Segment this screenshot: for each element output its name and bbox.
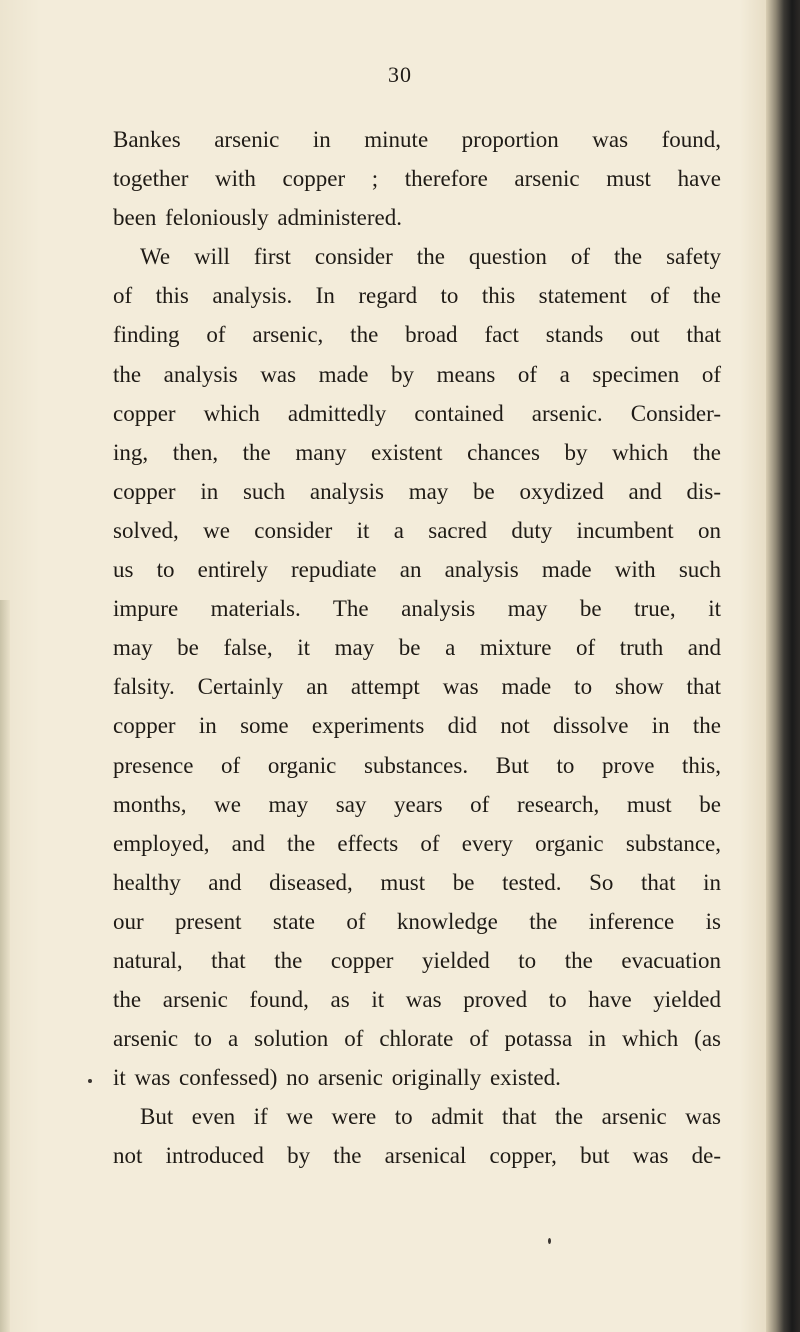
ink-speck — [548, 1238, 551, 1244]
text-line: may be false, it may be a mixture of truth and — [113, 635, 721, 661]
text-line: solved, we consider it a sacred duty incumbent on — [113, 517, 721, 543]
page-gutter-shadow — [0, 600, 10, 1332]
text-line: presence of organic substances. But to prove this, — [113, 752, 721, 778]
text-line: the analysis was made by means of a specimen of — [113, 361, 721, 387]
text-line: copper in some experiments did not dissolve in the — [113, 713, 721, 739]
text-line: arsenic to a solution of chlorate of potassa in which (as — [113, 1026, 721, 1052]
text-line: But even if we were to admit that the arsenic was — [140, 1104, 721, 1130]
text-line: healthy and diseased, must be tested. So that in — [113, 869, 721, 895]
text-line: ing, then, the many existent chances by which the — [113, 439, 721, 465]
text-line: our present state of knowledge the inference is — [113, 908, 721, 934]
text-line: copper in such analysis may be oxydized and dis- — [113, 478, 721, 504]
text-line: been feloniously administered. — [113, 205, 402, 231]
text-line: not introduced by the arsenical copper, but was de- — [113, 1143, 721, 1169]
text-line: Bankes arsenic in minute proportion was found, — [113, 127, 721, 152]
page-number: 30 — [388, 62, 412, 87]
ink-speck — [88, 1079, 92, 1083]
body-text — [113, 120, 721, 1176]
text-line: of this analysis. In regard to this statement of the — [113, 283, 721, 309]
text-line: impure materials. The analysis may be true, it — [113, 596, 721, 622]
book-edge — [766, 0, 800, 1332]
text-line: copper which admittedly contained arsenic. Consider- — [113, 400, 721, 426]
text-line: finding of arsenic, the broad fact stands out that — [113, 322, 721, 348]
text-line: the arsenic found, as it was proved to have yielded — [113, 987, 721, 1013]
text-line: it was confessed) no arsenic originally existed. — [113, 1065, 561, 1091]
text-line: employed, and the effects of every organic substance, — [113, 830, 721, 856]
text-line: falsity. Certainly an attempt was made to show that — [113, 674, 721, 700]
text-line: We will first consider the question of the safety — [140, 244, 721, 270]
text-line: months, we may say years of research, must be — [113, 791, 721, 817]
text-line: us to entirely repudiate an analysis made with such — [113, 557, 721, 583]
text-line: together with copper ; therefore arsenic must have — [113, 166, 721, 192]
text-line: natural, that the copper yielded to the evacuation — [113, 947, 721, 973]
